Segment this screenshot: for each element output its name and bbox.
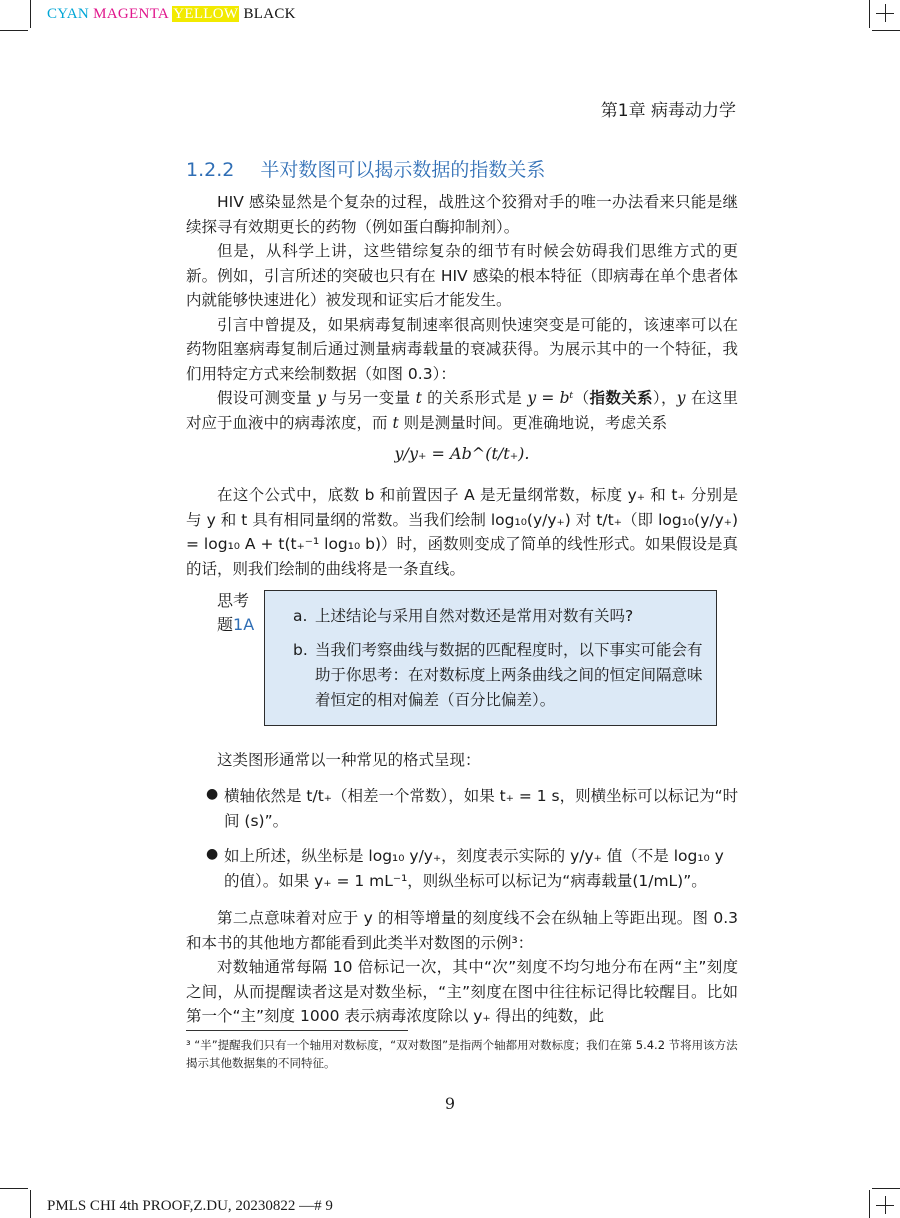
paragraph-3: 引言中曾提及，如果病毒复制速率很高则快速突变是可能的，该速率可以在药物阻塞病毒复制后通过测量病毒载量的衰减获得。为展示其中的一个特征，我们用特定方式来绘制数据（如图 0.3）： — [186, 315, 738, 383]
text-run: （ — [573, 389, 590, 407]
paragraph-5: 在这个公式中，底数 b 和前置因子 A 是无量纲常数，标度 y₊ 和 t₊ 分别是与 y 和 t 具有相同量纲的常数。当我们绘制 log₁₀(y/y₊) 对 t/t₊（即 log₁₀(y/y₊) = log₁₀ A + t(t₊⁻¹ log₁₀ b)）时，函数则变成了简单的线性形式。如果假设是真的话，则我们绘制的曲线将是一条直线。 — [186, 486, 738, 578]
bullet-item-1: 横轴依然是 t/t₊（相差一个常数），如果 t₊ = 1 s，则横坐标可以标记为“时间 (s)”。 — [224, 787, 739, 830]
crop-mark — [876, 1205, 894, 1206]
body-text-2 — [186, 483, 738, 581]
black-label: BLACK — [243, 6, 296, 22]
display-formula: y/y₊ = Ab^(t/t₊). — [394, 444, 530, 463]
bold-term: 指数关系 — [589, 389, 653, 407]
text-run: 的关系形式是 — [421, 389, 528, 407]
running-head: 第1章 病毒动力学 — [600, 101, 736, 121]
page-number: 9 — [444, 1094, 456, 1113]
crop-mark — [0, 30, 28, 31]
crop-mark — [872, 30, 900, 31]
yellow-label: YELLOW — [173, 6, 239, 22]
crop-mark — [872, 1188, 900, 1189]
paragraph-6: 这类图形通常以一种常见的格式呈现： — [217, 751, 481, 769]
crop-mark — [869, 1190, 870, 1218]
math-var: y — [317, 389, 326, 407]
bullet-icon: ● — [206, 786, 219, 802]
paragraph-1: HIV 感染显然是个复杂的过程，战胜这个狡猾对手的唯一办法看来只能是继续探寻有效期更长的药物（例如蛋白酶抑制剂）。 — [186, 193, 738, 236]
think-item-b — [293, 638, 711, 713]
footnote-rule — [186, 1030, 408, 1031]
section-title: 半对数图可以揭示数据的指数关系 — [260, 159, 546, 181]
text-run: 则是测量时间。更准确地说，考虑关系 — [398, 413, 668, 432]
cyan-label: CYAN — [47, 6, 90, 22]
crop-mark — [0, 1188, 28, 1189]
crop-mark — [30, 0, 31, 28]
section-heading — [186, 155, 545, 182]
text-run: ）， — [652, 389, 677, 407]
body-text-3 — [186, 748, 738, 773]
math-expr: y = bᵗ — [527, 389, 574, 407]
think-box — [264, 590, 717, 726]
item-text: 上述结论与采用自然对数还是常用对数有关吗? — [315, 607, 634, 625]
math-var: t — [415, 389, 422, 407]
footnote: ³ “半”提醒我们只有一个轴用对数标度，“双对数图”是指两个轴都用对数标度；我们在第 5.4.2 节将用该方法揭示其他数据集的不同特征。 — [186, 1038, 738, 1070]
math-var: t — [392, 413, 399, 432]
crop-mark — [30, 1190, 31, 1218]
item-text: 当我们考察曲线与数据的匹配程度时，以下事实可能会有助于你思考：在对数标度上两条曲线之间的恒定间隔意味着恒定的相对偏差（百分比偏差）。 — [315, 641, 703, 709]
math-var: y — [676, 389, 686, 407]
think-item-a — [293, 604, 711, 629]
think-label-line1: 思考 — [217, 591, 250, 610]
paragraph-8: 对数轴通常每隔 10 倍标记一次，其中“次”刻度不均匀地分布在两“主”刻度之间，从而提醒读者这是对数坐标，“主”刻度在图中往往标记得比较醒目。比如第一个“主”刻度 1000 表示病毒浓度除以 y₊ 得出的纯数，此 — [186, 958, 738, 1025]
item-label: b. — [293, 641, 308, 659]
crop-mark — [869, 0, 870, 28]
body-text — [186, 190, 738, 435]
bullet-icon: ● — [206, 846, 219, 862]
item-label: a. — [293, 607, 308, 625]
think-label — [217, 589, 261, 637]
paragraph-2: 但是，从科学上讲，这些错综复杂的细节有时候会妨碍我们思维方式的更新。例如，引言所述的突破也只有在 HIV 感染的根本特征（即病毒在单个患者体内就能够快速进化）被发现和证实后才能发生。 — [186, 242, 738, 309]
text-run: 假设可测变量 — [217, 389, 318, 407]
text-run: 与另一变量 — [326, 389, 416, 407]
text-run: 在这里对应于血液中的病毒浓度，而 — [186, 389, 738, 432]
color-registration — [47, 6, 296, 23]
think-problem-link[interactable]: 1A — [233, 615, 255, 634]
think-label-text: 题 — [217, 615, 234, 634]
proof-info: PMLS CHI 4th PROOF,Z.DU, 20230822 —# 9 — [47, 1198, 333, 1214]
bullet-item-2: 如上所述，纵坐标是 log₁₀ y/y₊，刻度表示实际的 y/y₊ 值（不是 log₁₀ y 的值）。如果 y₊ = 1 mL⁻¹，则纵坐标可以标记为“病毒载量(1/mL)”。 — [224, 847, 724, 890]
body-text-4 — [186, 906, 738, 1029]
crop-mark — [876, 13, 894, 14]
magenta-label: MAGENTA — [93, 6, 169, 22]
paragraph-4 — [186, 386, 738, 435]
paragraph-7: 第二点意味着对应于 y 的相等增量的刻度线不会在纵轴上等距出现。图 0.3 和本书的其他地方都能看到此类半对数图的示例³： — [186, 909, 738, 952]
think-label-line2 — [217, 613, 261, 637]
section-number: 1.2.2 — [186, 159, 235, 181]
